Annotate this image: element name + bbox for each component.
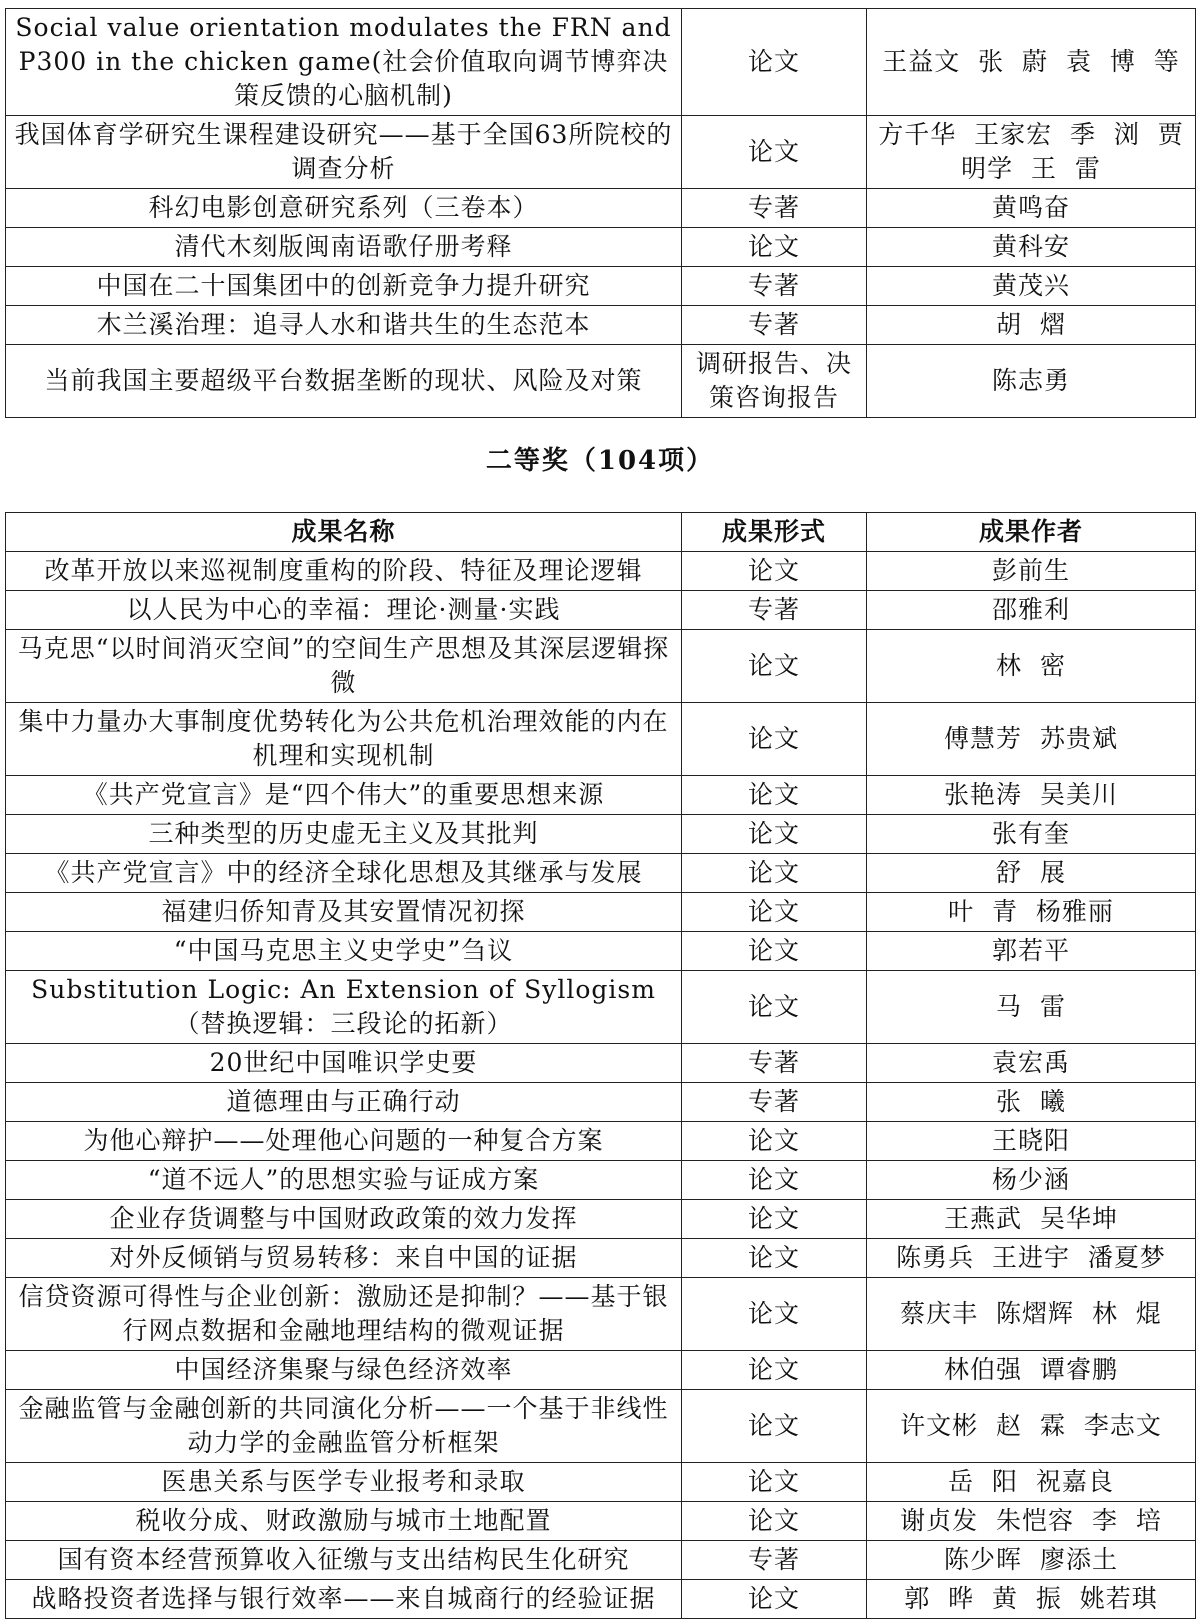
- row-title: 福建归侨知青及其安置情况初探: [6, 893, 682, 932]
- second-prize-heading: 二等奖（104项）: [485, 446, 715, 476]
- row-form: 论文: [682, 1502, 867, 1541]
- row-form: 专著: [682, 1044, 867, 1083]
- table-row: [6, 9, 1196, 116]
- row-form: 论文: [682, 1122, 867, 1161]
- row-authors: 杨少涵: [867, 1161, 1196, 1200]
- row-title: 金融监管与金融创新的共同演化分析——一个基于非线性动力学的金融监管分析框架: [6, 1390, 682, 1463]
- row-form: 论文: [682, 630, 867, 703]
- row-title: 三种类型的历史虚无主义及其批判: [6, 815, 682, 854]
- row-title: 为他心辩护——处理他心问题的一种复合方案: [6, 1122, 682, 1161]
- row-title: 中国在二十国集团中的创新竞争力提升研究: [6, 267, 682, 306]
- row-title: 信贷资源可得性与企业创新：激励还是抑制？——基于银行网点数据和金融地理结构的微观证据: [6, 1278, 682, 1351]
- row-form: 论文: [682, 932, 867, 971]
- table-row: [6, 1351, 1196, 1390]
- row-authors: 王益文 张 蔚 袁 博 等: [867, 9, 1196, 116]
- row-authors: 陈少晖 廖添土: [867, 1541, 1196, 1580]
- row-title: 《共产党宣言》是“四个伟大”的重要思想来源: [6, 776, 682, 815]
- row-form: 论文: [682, 703, 867, 776]
- table-row: [6, 971, 1196, 1044]
- row-title: 集中力量办大事制度优势转化为公共危机治理效能的内在机理和实现机制: [6, 703, 682, 776]
- row-form: 论文: [682, 1161, 867, 1200]
- row-authors: 林 密: [867, 630, 1196, 703]
- row-authors: 袁宏禹: [867, 1044, 1196, 1083]
- table-row: [6, 630, 1196, 703]
- row-title: “道不远人”的思想实验与证成方案: [6, 1161, 682, 1200]
- row-form: 论文: [682, 971, 867, 1044]
- table-row: [6, 854, 1196, 893]
- row-title: 以人民为中心的幸福：理论·测量·实践: [6, 591, 682, 630]
- row-form: 论文: [682, 228, 867, 267]
- row-form: 论文: [682, 1351, 867, 1390]
- row-authors: 张 曦: [867, 1083, 1196, 1122]
- row-form: 专著: [682, 306, 867, 345]
- row-authors: 蔡庆丰 陈熠辉 林 焜: [867, 1278, 1196, 1351]
- row-title: 中国经济集聚与绿色经济效率: [6, 1351, 682, 1390]
- row-authors: 傅慧芳 苏贵斌: [867, 703, 1196, 776]
- row-authors: 谢贞发 朱恺容 李 培: [867, 1502, 1196, 1541]
- row-form: 论文: [682, 854, 867, 893]
- row-form: 论文: [682, 1390, 867, 1463]
- row-title: 清代木刻版闽南语歌仔册考释: [6, 228, 682, 267]
- table-row: [6, 1278, 1196, 1351]
- row-authors: 黄鸣奋: [867, 189, 1196, 228]
- row-form: 专著: [682, 267, 867, 306]
- row-authors: 邵雅利: [867, 591, 1196, 630]
- row-authors: 郭若平: [867, 932, 1196, 971]
- row-form: 专著: [682, 591, 867, 630]
- table-row: [6, 1390, 1196, 1463]
- row-form: 论文: [682, 9, 867, 116]
- row-title: 企业存货调整与中国财政政策的效力发挥: [6, 1200, 682, 1239]
- row-title: 税收分成、财政激励与城市土地配置: [6, 1502, 682, 1541]
- table-row: [6, 116, 1196, 189]
- row-authors: 黄茂兴: [867, 267, 1196, 306]
- row-form: 论文: [682, 116, 867, 189]
- row-title: 改革开放以来巡视制度重构的阶段、特征及理论逻辑: [6, 552, 682, 591]
- table-row: [6, 552, 1196, 591]
- row-form: 专著: [682, 1083, 867, 1122]
- table-row: [6, 1463, 1196, 1502]
- row-authors: 许文彬 赵 霖 李志文: [867, 1390, 1196, 1463]
- row-title: 医患关系与医学专业报考和录取: [6, 1463, 682, 1502]
- table-row: [6, 1122, 1196, 1161]
- row-title: 《共产党宣言》中的经济全球化思想及其继承与发展: [6, 854, 682, 893]
- row-form: 论文: [682, 1278, 867, 1351]
- row-authors: 王晓阳: [867, 1122, 1196, 1161]
- row-title: 道德理由与正确行动: [6, 1083, 682, 1122]
- row-title: 对外反倾销与贸易转移：来自中国的证据: [6, 1239, 682, 1278]
- row-authors: 陈志勇: [867, 345, 1196, 418]
- table-row: [6, 1502, 1196, 1541]
- row-form: 论文: [682, 1239, 867, 1278]
- table-row: [6, 267, 1196, 306]
- row-title: 马克思“以时间消灭空间”的空间生产思想及其深层逻辑探微: [6, 630, 682, 703]
- table-row: [6, 228, 1196, 267]
- row-form: 论文: [682, 1463, 867, 1502]
- row-authors: 张艳涛 吴美川: [867, 776, 1196, 815]
- row-form: 专著: [682, 1541, 867, 1580]
- row-title: 国有资本经营预算收入征缴与支出结构民生化研究: [6, 1541, 682, 1580]
- table-row: [6, 815, 1196, 854]
- row-authors: 舒 展: [867, 854, 1196, 893]
- table-row: [6, 345, 1196, 418]
- row-authors: 彭前生: [867, 552, 1196, 591]
- row-form: 论文: [682, 1200, 867, 1239]
- row-form: 论文: [682, 815, 867, 854]
- table-row: [6, 1580, 1196, 1619]
- row-authors: 叶 青 杨雅丽: [867, 893, 1196, 932]
- row-title: Social value orientation modulates the FRN and P300 in the chicken game(社会价值取向调节博弈决策反馈的心脑机制): [6, 9, 682, 116]
- table-row: [6, 893, 1196, 932]
- table-row: [6, 306, 1196, 345]
- table-row: [6, 1083, 1196, 1122]
- row-title: “中国马克思主义史学史”刍议: [6, 932, 682, 971]
- row-authors: 岳 阳 祝嘉良: [867, 1463, 1196, 1502]
- table-row: [6, 932, 1196, 971]
- header-title: 成果名称: [6, 513, 682, 552]
- row-title: 当前我国主要超级平台数据垄断的现状、风险及对策: [6, 345, 682, 418]
- row-title: 我国体育学研究生课程建设研究——基于全国63所院校的调查分析: [6, 116, 682, 189]
- row-authors: 方千华 王家宏 季 浏 贾明学 王 雷: [867, 116, 1196, 189]
- row-title: 战略投资者选择与银行效率——来自城商行的经验证据: [6, 1580, 682, 1619]
- row-authors: 胡 熠: [867, 306, 1196, 345]
- row-authors: 林伯强 谭睿鹏: [867, 1351, 1196, 1390]
- table-row: [6, 189, 1196, 228]
- row-form: 调研报告、决策咨询报告: [682, 345, 867, 418]
- row-authors: 郭 晔 黄 振 姚若琪: [867, 1580, 1196, 1619]
- table-row: [6, 1200, 1196, 1239]
- row-title: 木兰溪治理：追寻人水和谐共生的生态范本: [6, 306, 682, 345]
- row-form: 论文: [682, 776, 867, 815]
- row-title: 20世纪中国唯识学史要: [6, 1044, 682, 1083]
- row-authors: 张有奎: [867, 815, 1196, 854]
- table-row: [6, 1044, 1196, 1083]
- first-prize-table: [5, 8, 1196, 418]
- table-row: [6, 591, 1196, 630]
- table-row: [6, 1239, 1196, 1278]
- row-form: 专著: [682, 189, 867, 228]
- row-title: Substitution Logic: An Extension of Syllogism（替换逻辑：三段论的拓新）: [6, 971, 682, 1044]
- header-form: 成果形式: [682, 513, 867, 552]
- row-authors: 陈勇兵 王进宇 潘夏梦: [867, 1239, 1196, 1278]
- row-form: 论文: [682, 1580, 867, 1619]
- table-row: [6, 703, 1196, 776]
- table-row: [6, 776, 1196, 815]
- table-row: [6, 1161, 1196, 1200]
- row-authors: 黄科安: [867, 228, 1196, 267]
- row-form: 论文: [682, 552, 867, 591]
- row-authors: 马 雷: [867, 971, 1196, 1044]
- row-authors: 王燕武 吴华坤: [867, 1200, 1196, 1239]
- row-form: 论文: [682, 893, 867, 932]
- row-title: 科幻电影创意研究系列（三卷本）: [6, 189, 682, 228]
- second-prize-table: [5, 512, 1196, 1619]
- header-authors: 成果作者: [867, 513, 1196, 552]
- table-header-row: [6, 513, 1196, 552]
- table-row: [6, 1541, 1196, 1580]
